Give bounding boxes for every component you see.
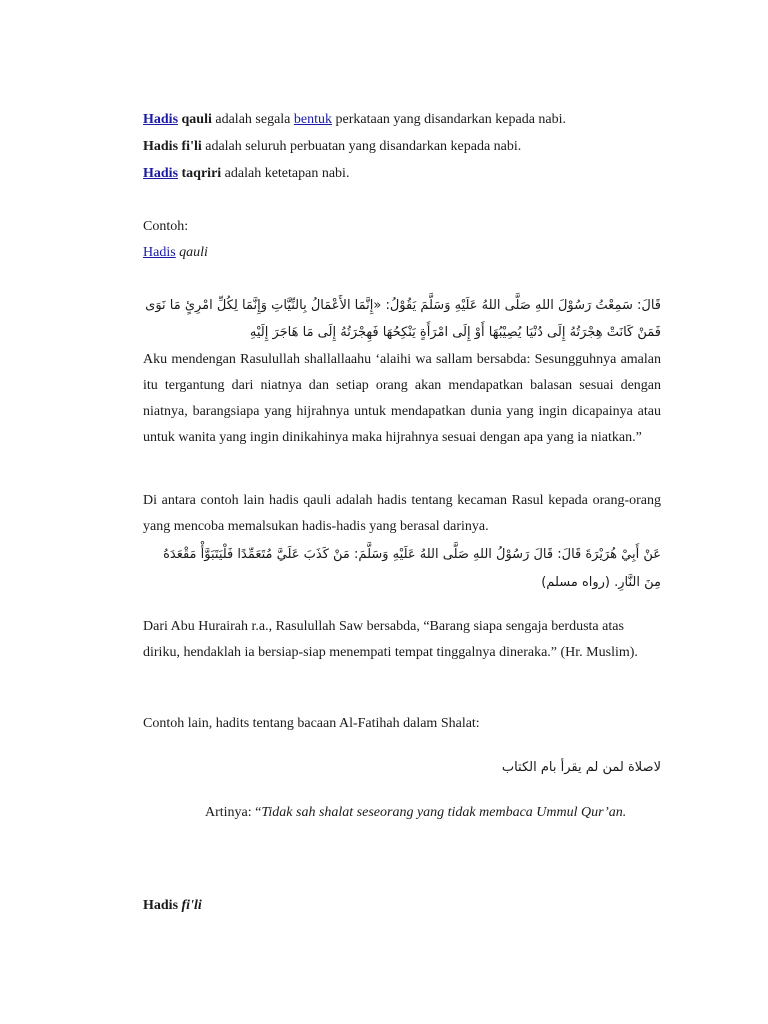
hadith-arabic-text: عَنْ أَبِيْ هُرَيْرَةَ قَالَ: قَالَ رَسُوْلُ اللهِ صَلَّى اللهُ عَلَيْهِ وَسَلَّمَ: مَنْ كَذَبَ عَلَيَّ مُتَعَمِّدًا فَلْيَتَبَوَّأْ مَقْعَدَهُ مِنَ النَّارِ. (رواه مسلم) <box>163 547 661 590</box>
subheading-qauli: qauli <box>179 245 208 260</box>
paragraph-fatihah: Contoh lain, hadits tentang bacaan Al-Fatihah dalam Shalat: <box>143 716 480 731</box>
heading-fili: fi'li <box>181 898 202 913</box>
definition-text: adalah seluruh perbuatan yang disandarkan kepada nabi. <box>201 139 522 154</box>
hadis-link[interactable]: Hadis <box>143 166 179 181</box>
definition-taqriri <box>143 161 661 187</box>
term-fili: Hadis fi'li <box>143 139 202 154</box>
definition-text: perkataan yang disandarkan kepada nabi. <box>332 112 567 127</box>
example-label: Contoh: <box>143 219 189 234</box>
term-qauli: qauli <box>181 112 212 127</box>
hadis-link[interactable]: Hadis <box>143 112 179 127</box>
bentuk-link[interactable]: bentuk <box>293 112 332 127</box>
meaning-text: Tidak sah shalat seseorang yang tidak membaca Ummul Qur’an. <box>261 805 627 820</box>
hadith-translation: Aku mendengan Rasulullah shallallaahu ‘alaihi wa sallam bersabda: Sesungguhnya amalan itu tergantung dari niatnya dan setiap orang akan mendapatkan balasan sesuai dengan niatnya, barangsiapa yang hijrahnya untuk mendapatkan dunia yang ingin dicapainya atau untuk wanita yang ingin dinikahinya maka hijrahnya sesuai dengan apa yang ia niatkan.” <box>143 352 661 445</box>
term-taqriri: taqriri <box>181 166 222 181</box>
hadith-meaning <box>205 800 675 826</box>
hadis-link[interactable]: Hadis <box>143 245 176 260</box>
hadith-translation: Dari Abu Hurairah r.a., Rasulullah Saw bersabda, “Barang siapa sengaja berdusta atas diriku, hendaklah ia bersiap-siap menempati tempat tinggalnya dineraka.” (Hr. Muslim). <box>143 619 638 660</box>
definition-fili <box>143 134 661 160</box>
heading-hadis: Hadis <box>143 898 182 913</box>
definition-text: adalah segala <box>211 112 294 127</box>
definition-text: adalah ketetapan nabi. <box>221 166 350 181</box>
meaning-label: Artinya: “ <box>205 805 262 820</box>
definition-qauli <box>143 107 661 133</box>
hadith-arabic-text: قَالَ: سَمِعْتُ رَسُوْلَ اللهِ صَلَّى اللهُ عَلَيْهِ وَسَلَّمَ يَقُوْلُ: «إِنَّمَا الأَعْمَالُ بِالنِّيَّاتِ وَإِنَّمَا لِكُلِّ امْرِئٍ مَا نَوَى فَمَنْ كَانَتْ هِجْرَتُهُ إِلَى دُنْيَا يُصِيْبُهَا أَوْ إِلَى امْرَأَةٍ يَنْكِحُهَا فَهِجْرَتُهُ إِلَى مَا هَاجَرَ إِلَيْهِ <box>145 298 661 340</box>
paragraph-kecaman: Di antara contoh lain hadis qauli adalah hadis tentang kecaman Rasul kepada orang-orang yang mencoba memalsukan hadis-hadis yang berasal darinya. <box>143 493 661 534</box>
hadith-arabic-text: لاصلاة لمن لم يقرأ بام الكتاب <box>501 760 661 775</box>
section-heading-fili <box>143 893 661 919</box>
example-subheading <box>143 240 661 266</box>
